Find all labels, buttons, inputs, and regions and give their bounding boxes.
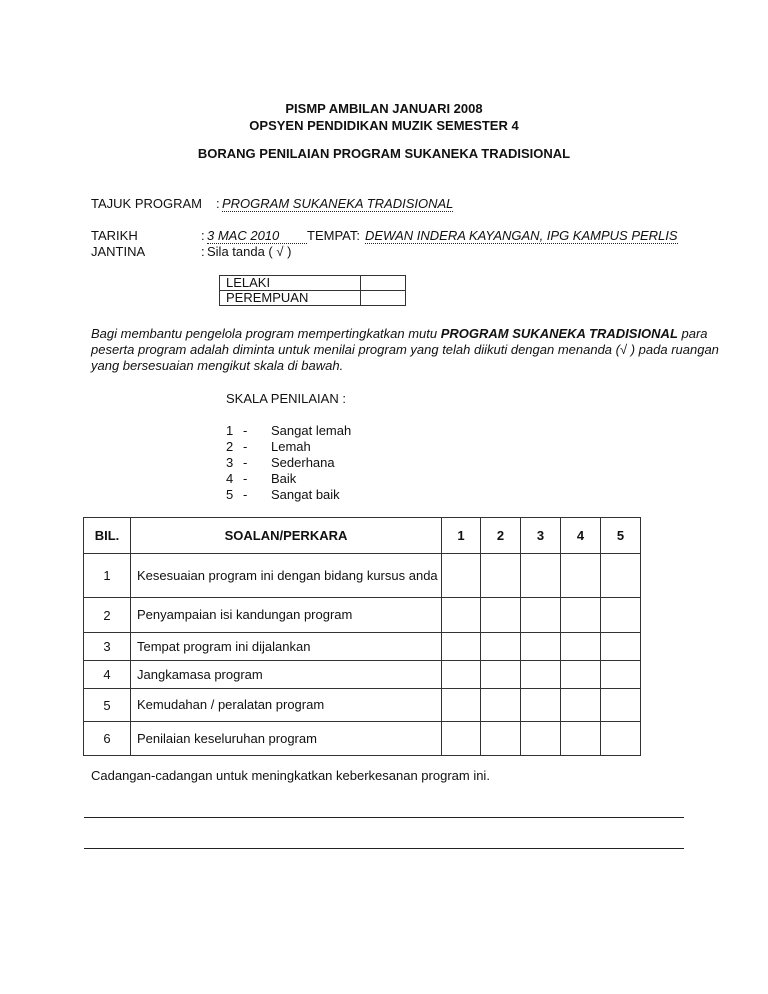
scale-label: Sangat lemah	[271, 423, 352, 438]
tajuk-value[interactable]: PROGRAM SUKANEKA TRADISIONAL	[222, 196, 454, 211]
rating-cell-5[interactable]	[601, 722, 641, 756]
rating-table	[83, 517, 641, 756]
rating-cell-5[interactable]	[601, 661, 641, 689]
tempat-label: TEMPAT:	[307, 228, 360, 243]
rating-cell-5[interactable]	[601, 633, 641, 661]
rating-cell-3[interactable]	[521, 554, 561, 598]
jantina-instruction: Sila tanda ( √ )	[207, 244, 292, 259]
jantina-label: JANTINA	[91, 244, 146, 259]
rating-cell-2[interactable]	[481, 554, 521, 598]
row-number: 4	[84, 661, 131, 689]
instructions-part1: Bagi membantu pengelola program mempertingkatkan mutu	[91, 326, 441, 341]
instructions-paragraph	[91, 326, 731, 374]
header-rating-4: 4	[561, 518, 601, 554]
gender-row-lelaki	[220, 276, 406, 291]
scale-label: Lemah	[271, 439, 311, 454]
rating-cell-3[interactable]	[521, 661, 561, 689]
form-title: BORANG PENILAIAN PROGRAM SUKANEKA TRADISIONAL	[197, 146, 571, 161]
header-rating-5: 5	[601, 518, 641, 554]
row-question: Penyampaian isi kandungan program	[131, 598, 442, 633]
scale-dash: -	[243, 487, 248, 502]
scale-num: 5	[226, 487, 234, 502]
rating-cell-4[interactable]	[561, 661, 601, 689]
suggestions-label: Cadangan-cadangan untuk meningkatkan keberkesanan program ini.	[91, 768, 490, 783]
header-soalan: SOALAN/PERKARA	[131, 518, 442, 554]
scale-num: 3	[226, 455, 234, 470]
table-row	[84, 598, 641, 633]
scale-dash: -	[243, 439, 248, 454]
rating-cell-4[interactable]	[561, 598, 601, 633]
tarikh-colon: :	[201, 228, 205, 243]
table-row	[84, 689, 641, 722]
rating-cell-1[interactable]	[442, 598, 481, 633]
rating-cell-2[interactable]	[481, 633, 521, 661]
table-row	[84, 554, 641, 598]
rating-cell-2[interactable]	[481, 598, 521, 633]
rating-cell-1[interactable]	[442, 661, 481, 689]
rating-cell-2[interactable]	[481, 722, 521, 756]
header-rating-1: 1	[442, 518, 481, 554]
scale-num: 1	[226, 423, 234, 438]
rating-cell-4[interactable]	[561, 689, 601, 722]
row-number: 5	[84, 689, 131, 722]
tajuk-colon: :	[216, 196, 220, 211]
scale-dash: -	[243, 423, 248, 438]
rating-cell-5[interactable]	[601, 554, 641, 598]
scale-num: 4	[226, 471, 234, 486]
row-question: Jangkamasa program	[131, 661, 442, 689]
row-number: 3	[84, 633, 131, 661]
gender-checkbox-perempuan[interactable]	[361, 291, 406, 306]
row-question: Penilaian keseluruhan program	[131, 722, 442, 756]
scale-label: Sangat baik	[271, 487, 340, 502]
rating-cell-1[interactable]	[442, 722, 481, 756]
rating-cell-3[interactable]	[521, 598, 561, 633]
row-number: 2	[84, 598, 131, 633]
tarikh-value[interactable]: 3 MAC 2010	[207, 228, 307, 244]
header-line1: PISMP AMBILAN JANUARI 2008	[285, 101, 483, 116]
row-question: Kemudahan / peralatan program	[131, 689, 442, 722]
scale-num: 2	[226, 439, 234, 454]
scale-dash: -	[243, 471, 248, 486]
scale-label: Baik	[271, 471, 297, 486]
jantina-colon: :	[201, 244, 205, 259]
instructions-part2: para peserta program adalah diminta untuk menilai program yang telah diikuti dengan menanda (√ ) pada ruangan yang bersesuaian mengikut skala di bawah.	[91, 326, 719, 373]
rating-cell-4[interactable]	[561, 722, 601, 756]
header-bil: BIL.	[84, 518, 131, 554]
gender-checkbox-lelaki[interactable]	[361, 276, 406, 291]
row-number: 6	[84, 722, 131, 756]
header-rating-3: 3	[521, 518, 561, 554]
rating-cell-4[interactable]	[561, 554, 601, 598]
rating-cell-3[interactable]	[521, 633, 561, 661]
rating-header-row	[84, 518, 641, 554]
scale-dash: -	[243, 455, 248, 470]
header-rating-2: 2	[481, 518, 521, 554]
suggestion-line-2[interactable]	[84, 848, 684, 849]
tarikh-label: TARIKH	[91, 228, 138, 243]
row-question: Tempat program ini dijalankan	[131, 633, 442, 661]
rating-cell-2[interactable]	[481, 689, 521, 722]
header-line2: OPSYEN PENDIDIKAN MUZIK SEMESTER 4	[249, 118, 519, 133]
rating-cell-1[interactable]	[442, 554, 481, 598]
gender-row-perempuan	[220, 291, 406, 306]
scale-title: SKALA PENILAIAN :	[226, 391, 346, 406]
gender-label: LELAKI	[220, 276, 361, 291]
gender-table	[219, 275, 406, 306]
rating-cell-5[interactable]	[601, 598, 641, 633]
rating-cell-4[interactable]	[561, 633, 601, 661]
scale-label: Sederhana	[271, 455, 335, 470]
table-row	[84, 661, 641, 689]
instructions-bold: PROGRAM SUKANEKA TRADISIONAL	[440, 326, 678, 341]
rating-cell-3[interactable]	[521, 689, 561, 722]
rating-cell-1[interactable]	[442, 633, 481, 661]
table-row	[84, 722, 641, 756]
suggestion-line-1[interactable]	[84, 817, 684, 818]
rating-cell-1[interactable]	[442, 689, 481, 722]
gender-label: PEREMPUAN	[220, 291, 361, 306]
rating-cell-5[interactable]	[601, 689, 641, 722]
rating-cell-3[interactable]	[521, 722, 561, 756]
table-row	[84, 633, 641, 661]
row-number: 1	[84, 554, 131, 598]
rating-cell-2[interactable]	[481, 661, 521, 689]
tempat-value[interactable]: DEWAN INDERA KAYANGAN, IPG KAMPUS PERLIS	[365, 228, 678, 243]
row-question: Kesesuaian program ini dengan bidang kursus anda	[131, 554, 442, 598]
tajuk-label: TAJUK PROGRAM	[91, 196, 202, 211]
